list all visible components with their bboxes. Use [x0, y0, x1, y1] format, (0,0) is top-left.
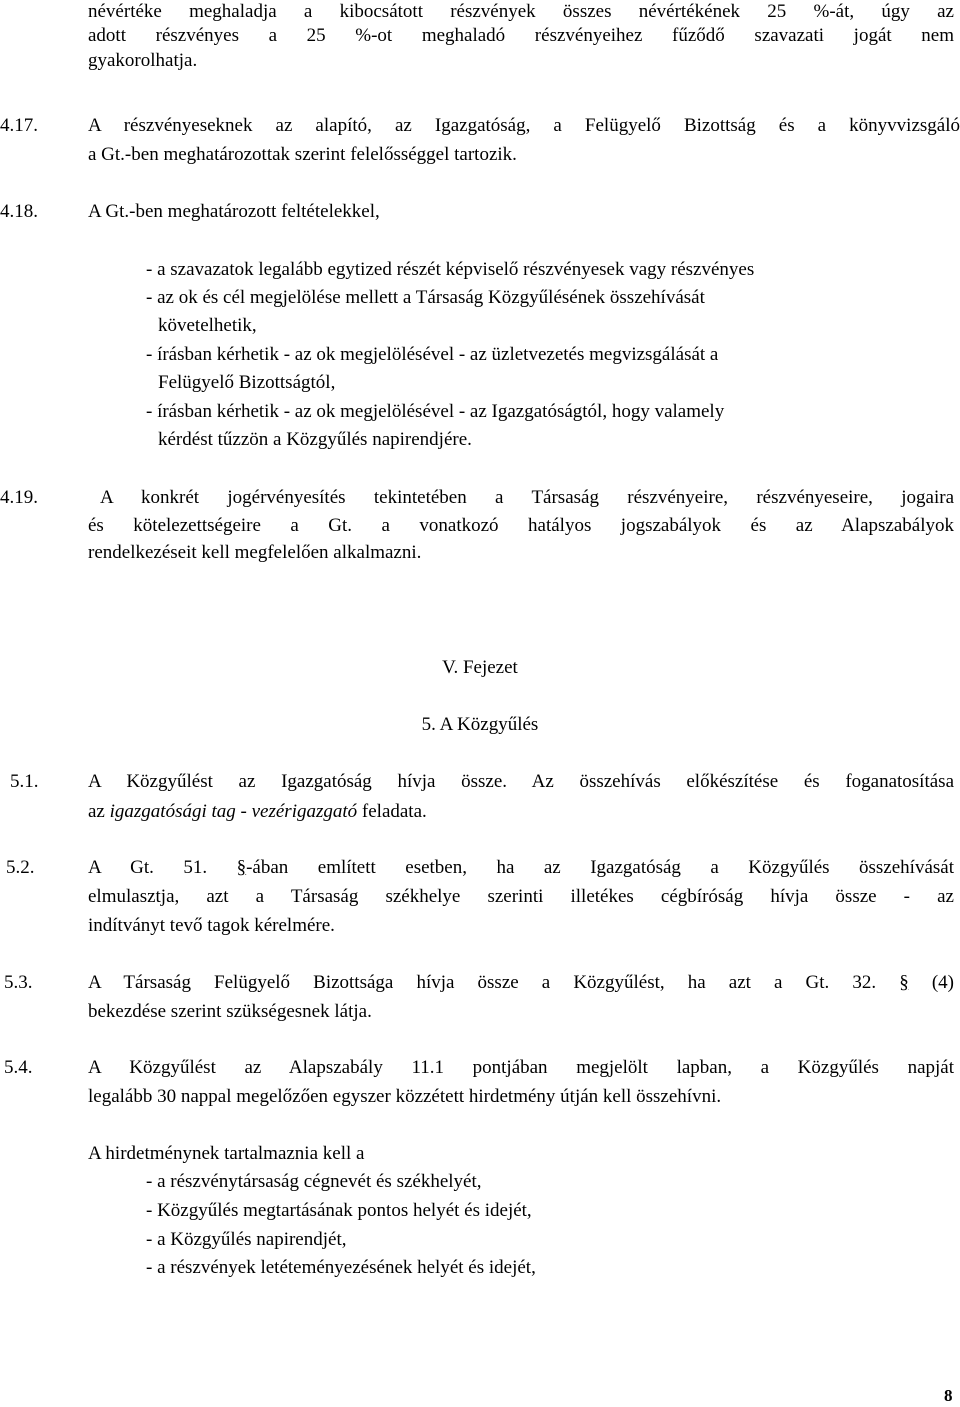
notice-item-1: - a részvénytársaság cégnevét és székhelyét,: [146, 1171, 482, 1192]
paragraph-sign: §: [899, 972, 909, 993]
intro-line-3: gyakorolhatja.: [88, 50, 198, 71]
section-number-5-1: 5.1.: [10, 771, 39, 792]
p5-2-line-1: [88, 856, 954, 880]
notice-item-4: - a részvények letéteményezésének helyét és idejét,: [146, 1257, 536, 1278]
p5-3-line-2: bekezdése szerint szükségesnek látja.: [88, 1001, 372, 1022]
p5-1-line-2-start: az: [88, 801, 110, 822]
p5-4-line-2: legalább 30 nappal megelőzően egyszer közzétett hirdetmény útján kell összehívni.: [88, 1086, 722, 1107]
notice-intro: A hirdetménynek tartalmaznia kell a: [88, 1143, 365, 1164]
p4-18-item-2-cont: követelhetik,: [158, 315, 257, 336]
p5-2-line-3: indítványt tevő tagok kérelmére.: [88, 915, 335, 936]
p4-18-item-4-cont: kérdést tűzzön a Közgyűlés napirendjére.: [158, 429, 472, 450]
p5-1-line-1: A Közgyűlést az Igazgatóság hívja össze. Az összehívás előkészítése és foganatosítása: [88, 771, 954, 792]
p5-1-line-2: [88, 800, 427, 824]
section-number-5-3: 5.3.: [4, 972, 33, 993]
p5-3-line-1: [88, 971, 954, 995]
section-number-4-18: 4.18.: [0, 201, 38, 222]
intro-line-1: névértéke meghaladja a kibocsátott részvények összes névértékének 25 %-át, úgy az: [88, 1, 954, 22]
p4-18-item-4: - írásban kérhetik - az ok megjelölésével - az Igazgatóságtól, hogy valamely: [146, 401, 725, 422]
notice-item-3: - a Közgyűlés napirendjét,: [146, 1229, 347, 1250]
section-number-4-17: 4.17.: [0, 115, 38, 136]
notice-item-2: - Közgyűlés megtartásának pontos helyét és idejét,: [146, 1200, 532, 1221]
p4-19-line-1: A konkrét jogérvényesítés tekintetében a Társaság részvényeire, részvényeseire, jogaira: [100, 487, 954, 508]
p4-18-item-2: - az ok és cél megjelölése mellett a Társaság Közgyűlésének összehívását: [146, 287, 705, 308]
p5-2-line-1-end: -ában említett esetben, ha az Igazgatóság a Közgyűlés összehívását: [246, 857, 954, 878]
p5-4-line-1: A Közgyűlést az Alapszabály 11.1 pontjában megjelölt lapban, a Közgyűlés napját: [88, 1057, 954, 1078]
p5-1-line-2-end: feladata.: [357, 801, 427, 822]
p4-18-item-3-cont: Felügyelő Bizottságtól,: [158, 372, 336, 393]
section-number-5-2: 5.2.: [6, 857, 35, 878]
p5-3-line-1-start: A Társaság Felügyelő Bizottsága hívja össze a Közgyűlést, ha azt a Gt. 32.: [88, 972, 900, 993]
p5-3-line-1-end: (4): [908, 972, 955, 993]
page-number: 8: [944, 1386, 953, 1405]
p4-18-item-1: - a szavazatok legalább egytized részét képviselő részvényesek vagy részvényes: [146, 259, 755, 280]
section-heading: 5. A Közgyűlés: [421, 714, 539, 735]
section-number-4-19: 4.19.: [0, 487, 38, 508]
intro-line-2: adott részvényes a 25 %-ot meghaladó részvényeihez fűződő szavazati jogát nem: [88, 25, 954, 46]
p5-2-line-2: elmulasztja, azt a Társaság székhelye szerinti illetékes cégbíróság hívja össze - az: [88, 886, 954, 907]
p4-19-line-2: és kötelezettségeire a Gt. a vonatkozó hatályos jogszabályok és az Alapszabályok: [88, 515, 954, 536]
paragraph-sign: §: [236, 857, 247, 878]
chapter-heading: V. Fejezet: [442, 657, 518, 678]
p4-17-line-2: a Gt.-ben meghatározottak szerint felelősséggel tartozik.: [88, 144, 517, 165]
p4-19-line-3: rendelkezéseit kell megfelelően alkalmazni.: [88, 542, 422, 563]
section-number-5-4: 5.4.: [4, 1057, 33, 1078]
p5-1-role: igazgatósági tag - vezérigazgató: [109, 801, 358, 822]
p4-18-item-3: - írásban kérhetik - az ok megjelölésével - az üzletvezetés megvizsgálását a: [146, 344, 719, 365]
p4-18-text: A Gt.-ben meghatározott feltételekkel,: [88, 201, 380, 222]
p4-17-line-1: A részvényeseknek az alapító, az Igazgatóság, a Felügyelő Bizottság és a könyvvizsgáló: [88, 115, 960, 136]
p5-2-line-1-start: A Gt. 51.: [88, 857, 237, 878]
